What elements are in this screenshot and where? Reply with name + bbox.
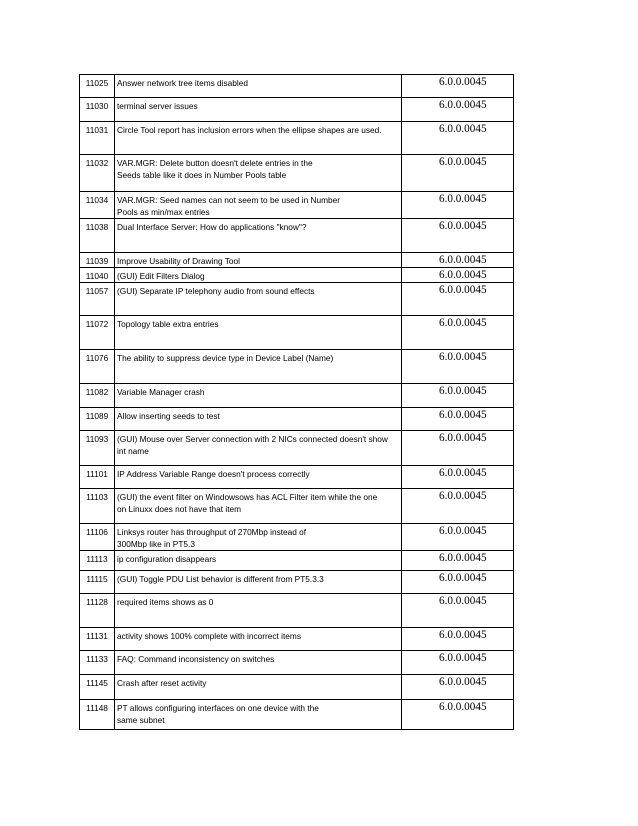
issue-summary-cell: Dual Interface Server: How do applications "know"?: [115, 219, 402, 253]
issue-id-cell: 11115: [80, 571, 115, 594]
issue-version-cell: 6.0.0.0045: [402, 571, 514, 594]
issue-version-cell: 6.0.0.0045: [402, 675, 514, 700]
issue-id-cell: 11148: [80, 700, 115, 730]
issue-version-cell: 6.0.0.0045: [402, 594, 514, 628]
issue-id-cell: 11039: [80, 253, 115, 268]
issue-id-cell: 11101: [80, 466, 115, 489]
table-row: [80, 192, 514, 219]
table-row: [80, 75, 514, 98]
table-row: [80, 155, 514, 192]
issue-summary-cell: VAR.MGR: Delete button doesn't delete entries in the Seeds table like it does in Number Pools table: [115, 155, 402, 192]
issue-version-cell: 6.0.0.0045: [402, 489, 514, 524]
issue-summary-cell: Allow inserting seeds to test: [115, 408, 402, 431]
issue-id-cell: 11093: [80, 431, 115, 466]
issue-version-cell: 6.0.0.0045: [402, 551, 514, 571]
issue-version-cell: 6.0.0.0045: [402, 466, 514, 489]
issue-version-cell: 6.0.0.0045: [402, 155, 514, 192]
table-row: [80, 283, 514, 316]
issue-id-cell: 11031: [80, 122, 115, 155]
issue-summary-cell: VAR.MGR: Seed names can not seem to be used in Number Pools as min/max entries: [115, 192, 402, 219]
table-row: [80, 700, 514, 730]
issue-id-cell: 11131: [80, 628, 115, 651]
issue-version-cell: 6.0.0.0045: [402, 408, 514, 431]
issue-summary-cell: Variable Manager crash: [115, 384, 402, 408]
issue-summary-cell: (GUI) Separate IP telephony audio from sound effects: [115, 283, 402, 316]
issue-version-cell: 6.0.0.0045: [402, 651, 514, 675]
issue-id-cell: 11038: [80, 219, 115, 253]
table-row: [80, 316, 514, 350]
table-row: [80, 489, 514, 524]
issues-table: [79, 74, 514, 730]
issue-summary-cell: Topology table extra entries: [115, 316, 402, 350]
issue-version-cell: 6.0.0.0045: [402, 350, 514, 384]
issue-id-cell: 11076: [80, 350, 115, 384]
issue-version-cell: 6.0.0.0045: [402, 253, 514, 268]
issue-id-cell: 11113: [80, 551, 115, 571]
issue-version-cell: 6.0.0.0045: [402, 283, 514, 316]
issue-id-cell: 11030: [80, 98, 115, 122]
issue-id-cell: 11145: [80, 675, 115, 700]
issue-version-cell: 6.0.0.0045: [402, 219, 514, 253]
issue-id-cell: 11128: [80, 594, 115, 628]
table-row: [80, 408, 514, 431]
table-row: [80, 571, 514, 594]
issue-summary-cell: Answer network tree items disabled: [115, 75, 402, 98]
issue-summary-cell: PT allows configuring interfaces on one device with the same subnet: [115, 700, 402, 730]
issue-id-cell: 11133: [80, 651, 115, 675]
issue-id-cell: 11034: [80, 192, 115, 219]
issue-summary-cell: IP Address Variable Range doesn't process correctly: [115, 466, 402, 489]
issue-version-cell: 6.0.0.0045: [402, 316, 514, 350]
table-row: [80, 651, 514, 675]
table-row: [80, 98, 514, 122]
issue-id-cell: 11082: [80, 384, 115, 408]
table-row: [80, 384, 514, 408]
issue-version-cell: 6.0.0.0045: [402, 431, 514, 466]
issue-summary-cell: ip configuration disappears: [115, 551, 402, 571]
issue-version-cell: 6.0.0.0045: [402, 98, 514, 122]
issue-summary-cell: (GUI) Mouse over Server connection with 2 NICs connected doesn't show int name: [115, 431, 402, 466]
issues-table-body: [80, 75, 514, 730]
issue-summary-cell: Crash after reset activity: [115, 675, 402, 700]
issue-summary-cell: Linksys router has throughput of 270Mbp instead of 300Mbp like in PT5.3: [115, 524, 402, 551]
table-row: [80, 594, 514, 628]
table-row: [80, 350, 514, 384]
table-row: [80, 431, 514, 466]
table-row: [80, 524, 514, 551]
issue-id-cell: 11103: [80, 489, 115, 524]
issue-id-cell: 11072: [80, 316, 115, 350]
issue-summary-cell: (GUI) Toggle PDU List behavior is different from PT5.3.3: [115, 571, 402, 594]
issue-version-cell: 6.0.0.0045: [402, 122, 514, 155]
issue-id-cell: 11057: [80, 283, 115, 316]
table-row: [80, 268, 514, 283]
issue-version-cell: 6.0.0.0045: [402, 192, 514, 219]
issue-summary-cell: required items shows as 0: [115, 594, 402, 628]
issue-id-cell: 11089: [80, 408, 115, 431]
issue-summary-cell: (GUI) Edit Filters Dialog: [115, 268, 402, 283]
issue-summary-cell: FAQ: Command inconsistency on switches: [115, 651, 402, 675]
table-row: [80, 466, 514, 489]
issue-summary-cell: The ability to suppress device type in Device Label (Name): [115, 350, 402, 384]
table-row: [80, 551, 514, 571]
issue-version-cell: 6.0.0.0045: [402, 700, 514, 730]
issue-summary-cell: (GUI) the event filter on Windowsows has ACL Filter item while the one on Linuxx does not have that item: [115, 489, 402, 524]
table-row: [80, 122, 514, 155]
issue-id-cell: 11040: [80, 268, 115, 283]
issue-id-cell: 11032: [80, 155, 115, 192]
table-row: [80, 253, 514, 268]
table-row: [80, 219, 514, 253]
issue-version-cell: 6.0.0.0045: [402, 628, 514, 651]
issue-summary-cell: terminal server issues: [115, 98, 402, 122]
issue-summary-cell: activity shows 100% complete with incorrect items: [115, 628, 402, 651]
table-row: [80, 675, 514, 700]
issue-id-cell: 11025: [80, 75, 115, 98]
issue-summary-cell: Circle Tool report has inclusion errors when the ellipse shapes are used.: [115, 122, 402, 155]
issue-summary-cell: Improve Usability of Drawing Tool: [115, 253, 402, 268]
issue-version-cell: 6.0.0.0045: [402, 384, 514, 408]
table-row: [80, 628, 514, 651]
issue-version-cell: 6.0.0.0045: [402, 75, 514, 98]
issue-version-cell: 6.0.0.0045: [402, 524, 514, 551]
issue-id-cell: 11106: [80, 524, 115, 551]
issue-version-cell: 6.0.0.0045: [402, 268, 514, 283]
